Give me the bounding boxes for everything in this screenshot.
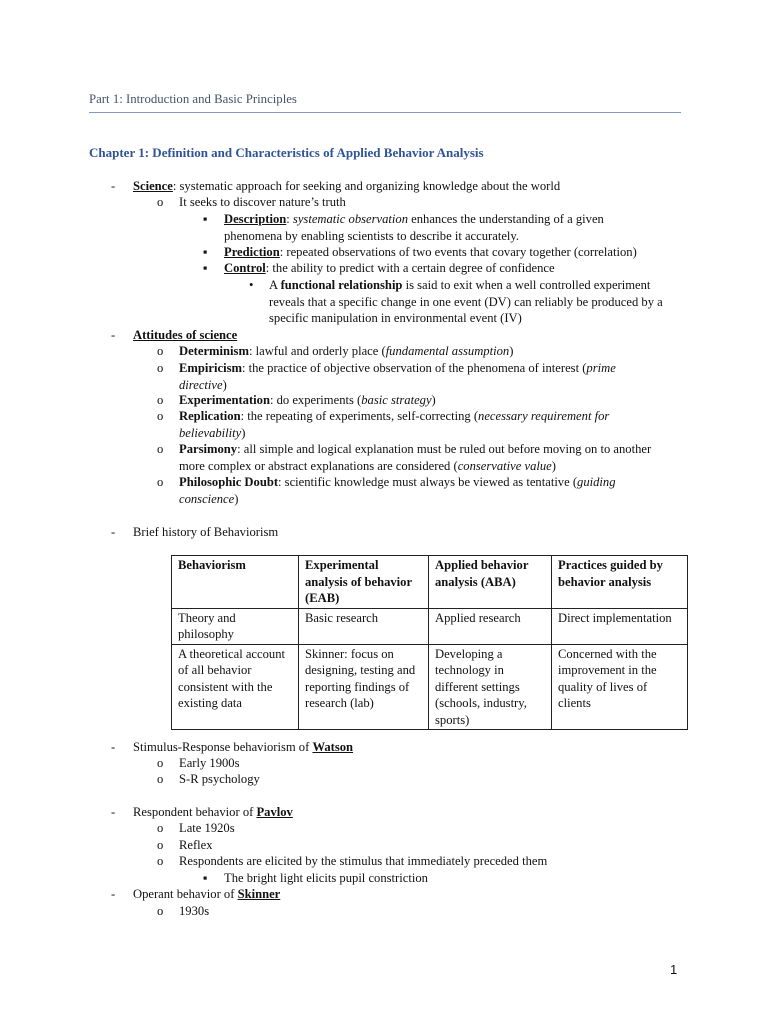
attitudes-heading-text: Attitudes of science — [133, 328, 238, 342]
list-item: Early 1900s — [179, 756, 240, 770]
table-row — [172, 644, 688, 730]
table-header-cell: Behaviorism — [172, 556, 299, 609]
description-rest: enhances the understanding of a given phenomena by enabling scientists to describe it accurately. — [224, 212, 604, 243]
table-cell: Theory and philosophy — [172, 608, 299, 644]
attitude-close: ) — [234, 491, 239, 506]
description-term: Description — [224, 212, 287, 226]
attitude-close: ) — [509, 344, 514, 358]
list-item: Respondents are elicited by the stimulus that immediately preceded them — [179, 854, 548, 868]
science-sub: It seeks to discover nature’s truth — [179, 195, 346, 209]
circle-bullet: o — [157, 838, 164, 852]
behaviorism-table — [171, 555, 688, 730]
dash-bullet: - — [111, 328, 116, 342]
description-item — [224, 211, 664, 244]
table-header-cell: Practices guided by behavior analysis — [552, 556, 688, 609]
attitude-text: : the repeating of experiments, self-correcting ( — [240, 409, 479, 423]
fr-prefix: A — [269, 278, 281, 292]
table-cell: Basic research — [299, 608, 429, 644]
attitudes-heading — [133, 327, 237, 344]
list-item: Late 1920s — [179, 821, 235, 835]
control-term: Control — [224, 261, 266, 275]
attitude-close: ) — [222, 377, 227, 392]
science-line — [133, 178, 560, 195]
attitude-italic: basic strategy — [361, 393, 432, 407]
history-heading: Brief history of Behaviorism — [133, 525, 279, 539]
skinner-name: Skinner — [237, 887, 281, 901]
circle-bullet: o — [157, 393, 164, 407]
list-item: The bright light elicits pupil constriction — [224, 871, 428, 885]
circle-bullet: o — [157, 821, 164, 835]
colon: : — [286, 212, 293, 226]
running-header: Part 1: Introduction and Basic Principles — [89, 92, 297, 106]
functional-relationship-item — [269, 277, 681, 327]
science-term: Science — [133, 179, 173, 193]
table-cell: Concerned with the improvement in the quality of lives of clients — [552, 644, 688, 730]
table-cell: Applied research — [429, 608, 552, 644]
attitude-item — [179, 441, 659, 474]
table-cell: A theoretical account of all behavior consistent with the existing data — [172, 644, 299, 730]
circle-bullet: o — [157, 361, 164, 375]
fr-rest: is said to exit when a well controlled experiment reveals that a specific change in one event (DV) can reliably be produced by a specific manipulation in environmental event (IV) — [269, 278, 663, 325]
attitude-term: Empiricism — [179, 361, 242, 375]
circle-bullet: o — [157, 344, 164, 358]
table-cell: Developing a technology in different settings (schools, industry, sports) — [429, 644, 552, 730]
header-rule — [89, 112, 681, 113]
description-italic: systematic observation — [292, 212, 408, 226]
attitude-item — [179, 408, 659, 441]
circle-bullet: o — [157, 772, 164, 786]
attitude-term: Parsimony — [179, 442, 238, 456]
table-cell: Direct implementation — [552, 608, 688, 644]
circle-bullet: o — [157, 409, 164, 423]
circle-bullet: o — [157, 195, 164, 209]
square-bullet: ▪ — [203, 871, 208, 885]
attitude-term: Determinism — [179, 344, 249, 358]
attitude-item — [179, 392, 659, 409]
attitude-item — [179, 474, 659, 507]
prediction-term: Prediction — [224, 245, 280, 259]
control-item — [224, 260, 555, 277]
attitude-term: Replication — [179, 409, 241, 423]
attitude-term: Experimentation — [179, 393, 270, 407]
pavlov-prefix: Respondent behavior of — [133, 805, 257, 819]
circle-bullet: o — [157, 854, 164, 868]
attitude-close: ) — [551, 458, 556, 473]
dash-bullet: - — [111, 179, 116, 193]
attitude-text: : scientific knowledge must always be viewed as tentative ( — [278, 475, 578, 489]
attitude-item — [179, 343, 659, 360]
attitude-text: : the practice of objective observation of the phenomena of interest ( — [241, 361, 587, 375]
attitude-close: ) — [241, 425, 246, 440]
square-bullet: ▪ — [203, 261, 208, 275]
table-header-cell: Applied behavior analysis (ABA) — [429, 556, 552, 609]
table-row — [172, 608, 688, 644]
square-bullet: ▪ — [203, 212, 208, 226]
pavlov-name: Pavlov — [256, 805, 293, 819]
attitude-close: ) — [431, 393, 436, 407]
list-item: 1930s — [179, 904, 210, 918]
pavlov-line — [133, 804, 293, 821]
attitude-term: Philosophic Doubt — [179, 475, 279, 489]
table-cell: Skinner: focus on designing, testing and reporting findings of research (lab) — [299, 644, 429, 730]
dash-bullet: - — [111, 805, 116, 819]
fr-term: functional relationship — [280, 278, 403, 292]
table-header-cell: Experimental analysis of behavior (EAB) — [299, 556, 429, 609]
list-item: S-R psychology — [179, 772, 260, 786]
attitude-italic: conservative value — [457, 458, 552, 473]
watson-prefix: Stimulus-Response behaviorism of — [133, 740, 313, 754]
dash-bullet: - — [111, 525, 116, 539]
list-item: Reflex — [179, 838, 213, 852]
attitude-italic: fundamental assumption — [385, 344, 510, 358]
prediction-rest: : repeated observations of two events that covary together (correlation) — [279, 245, 637, 259]
skinner-prefix: Operant behavior of — [133, 887, 238, 901]
chapter-title: Chapter 1: Definition and Characteristics of Applied Behavior Analysis — [89, 145, 484, 160]
circle-bullet: o — [157, 904, 164, 918]
attitude-italic: necessary requirement for believability — [179, 409, 610, 440]
dash-bullet: - — [111, 887, 116, 901]
attitude-italic: prime directive — [179, 361, 616, 392]
science-definition: : systematic approach for seeking and organizing knowledge about the world — [172, 179, 561, 193]
circle-bullet: o — [157, 442, 164, 456]
page-number: 1 — [670, 962, 678, 977]
attitude-text: : all simple and logical explanation must be ruled out before moving on to another more complex or abstract explanations are considered ( — [179, 442, 652, 473]
table-header-row — [172, 556, 688, 609]
control-rest: : the ability to predict with a certain degree of confidence — [265, 261, 555, 275]
watson-line — [133, 739, 353, 756]
watson-name: Watson — [312, 740, 354, 754]
dot-bullet: • — [249, 278, 254, 292]
attitude-text: : do experiments ( — [269, 393, 362, 407]
attitude-text: : lawful and orderly place ( — [248, 344, 386, 358]
circle-bullet: o — [157, 756, 164, 770]
circle-bullet: o — [157, 475, 164, 489]
square-bullet: ▪ — [203, 245, 208, 259]
skinner-line — [133, 886, 280, 903]
prediction-item — [224, 244, 637, 261]
attitude-item — [179, 360, 659, 393]
attitude-italic: guiding conscience — [179, 475, 616, 506]
dash-bullet: - — [111, 740, 116, 754]
